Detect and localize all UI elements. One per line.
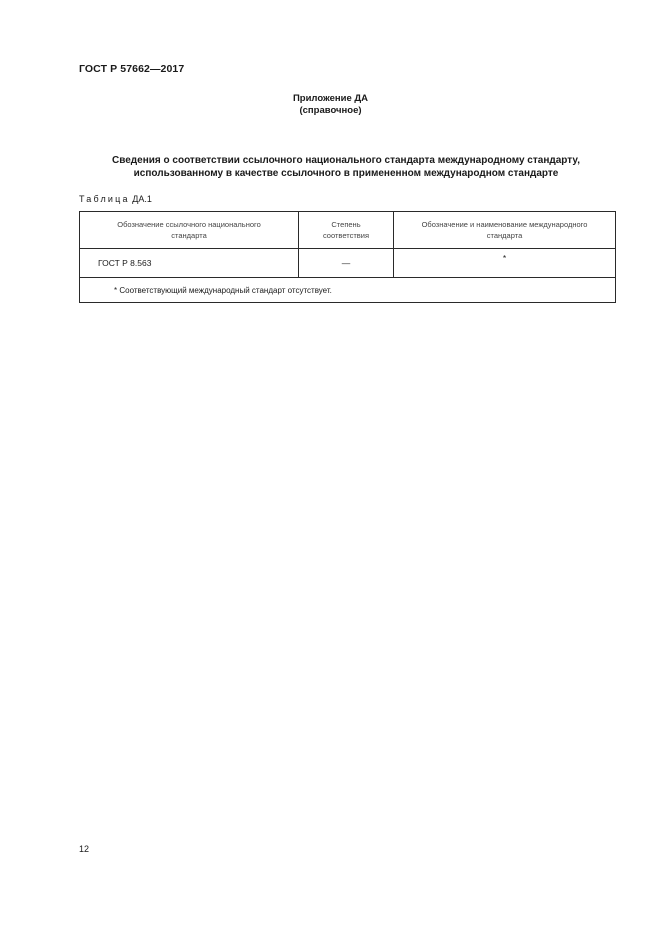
header-international-standard (394, 212, 616, 249)
header-international-standard-line-1: Обозначение и наименование международного (421, 220, 588, 229)
section-title-line-2: использованному в качестве ссылочного в примененном международном стандарте (133, 168, 559, 179)
section-title (70, 154, 622, 180)
header-degree-line-2: соответствия (322, 231, 370, 240)
table-row (80, 249, 616, 278)
table-note: * Соответствующий международный стандарт отсутствует. (80, 278, 616, 303)
header-degree (299, 212, 394, 249)
header-national-standard-line-1: Обозначение ссылочного национального (117, 220, 261, 229)
table-note-row (80, 278, 616, 303)
table-caption-word: Таблица (79, 194, 130, 204)
header-degree-line-1: Степень (331, 220, 361, 229)
correspondence-table (79, 211, 616, 303)
cell-degree: — (299, 249, 394, 278)
annex-heading (0, 93, 661, 117)
table-header-row (80, 212, 616, 249)
annex-subtitle: (справочное) (299, 105, 362, 116)
table-caption-id: ДА.1 (132, 194, 152, 204)
header-national-standard-line-2: стандарта (171, 231, 207, 240)
page-number: 12 (79, 844, 90, 854)
header-national-standard (80, 212, 299, 249)
table-caption (79, 194, 152, 204)
section-title-line-1: Сведения о соответствии ссылочного национального стандарта международному стандарту, (112, 155, 580, 166)
cell-international-standard: * (394, 249, 616, 278)
header-international-standard-line-2: стандарта (486, 231, 523, 240)
document-code: ГОСТ Р 57662—2017 (79, 63, 185, 75)
cell-national-standard: ГОСТ Р 8.563 (80, 249, 299, 278)
annex-title: Приложение ДА (292, 93, 369, 104)
